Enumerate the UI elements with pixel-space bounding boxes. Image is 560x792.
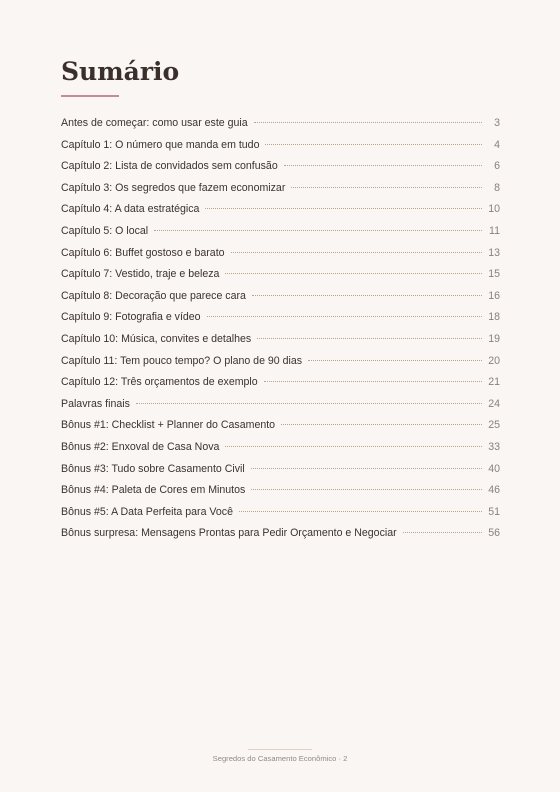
toc-entry-page-number: 51: [488, 505, 500, 518]
toc-entry-label: Capítulo 1: O número que manda em tudo: [61, 138, 260, 151]
toc-leader-dots: [239, 511, 482, 512]
toc-entry-label: Bônus #3: Tudo sobre Casamento Civil: [61, 462, 245, 475]
toc-entry[interactable]: [61, 333, 500, 355]
toc-entry-page-number: 56: [488, 527, 500, 540]
toc-entry[interactable]: [61, 225, 500, 247]
toc-entry-page-number: 24: [488, 397, 500, 410]
toc-entry[interactable]: [61, 527, 500, 549]
toc-entry-label: Capítulo 4: A data estratégica: [61, 203, 200, 216]
toc-entry-label: Capítulo 10: Música, convites e detalhes: [61, 332, 252, 345]
toc-entry-label: Capítulo 5: O local: [61, 224, 149, 237]
footer-divider: [248, 749, 312, 750]
toc-entry-label: Bônus #4: Paleta de Cores em Minutos: [61, 484, 246, 497]
toc-entry[interactable]: [61, 182, 500, 204]
page-footer: Segredos do Casamento Econômico · 2: [212, 754, 348, 763]
toc-leader-dots: [231, 252, 482, 253]
toc-entry-page-number: 40: [488, 462, 500, 475]
toc-leader-dots: [264, 381, 482, 382]
toc-leader-dots: [257, 338, 482, 339]
toc-leader-dots: [252, 295, 482, 296]
toc-entry-page-number: 20: [488, 354, 500, 367]
toc-entry[interactable]: [61, 203, 500, 225]
toc-leader-dots: [207, 316, 482, 317]
toc-entry-label: Capítulo 3: Os segredos que fazem economizar: [61, 181, 286, 194]
toc-entry-label: Capítulo 11: Tem pouco tempo? O plano de 90 dias: [61, 354, 303, 367]
toc-entry[interactable]: [61, 441, 500, 463]
toc-entry[interactable]: [61, 506, 500, 528]
toc-entry[interactable]: [61, 139, 500, 161]
toc-entry-page-number: 33: [488, 440, 500, 453]
title-underline: [61, 95, 119, 97]
toc-entry[interactable]: [61, 247, 500, 269]
toc-leader-dots: [281, 424, 482, 425]
toc-leader-dots: [254, 122, 482, 123]
toc-entry-page-number: 19: [488, 332, 500, 345]
toc-entry-page-number: 46: [488, 484, 500, 497]
toc-entry[interactable]: [61, 419, 500, 441]
toc-entry[interactable]: [61, 398, 500, 420]
toc-entry-page-number: 13: [488, 246, 500, 259]
toc-leader-dots: [251, 468, 482, 469]
toc-entry-page-number: 3: [494, 117, 500, 129]
toc-entry-label: Bônus #5: A Data Perfeita para Você: [61, 505, 233, 518]
toc-entry[interactable]: [61, 484, 500, 506]
toc-entry-page-number: 6: [494, 160, 500, 173]
page-title: Sumário: [61, 57, 180, 86]
toc-entry[interactable]: [61, 117, 500, 139]
toc-leader-dots: [154, 230, 482, 231]
toc-entry-label: Capítulo 12: Três orçamentos de exemplo: [61, 376, 258, 389]
toc-entry-page-number: 21: [488, 376, 500, 389]
toc-entry[interactable]: [61, 311, 500, 333]
toc-leader-dots: [308, 360, 482, 361]
toc-entry[interactable]: [61, 268, 500, 290]
toc-entry[interactable]: [61, 376, 500, 398]
toc-entry-label: Palavras finais: [61, 397, 130, 410]
toc-entry-page-number: 25: [488, 419, 500, 432]
toc-leader-dots: [403, 532, 482, 533]
toc-entry-page-number: 11: [489, 224, 500, 237]
toc-entry-label: Bônus surpresa: Mensagens Prontas para Pedir Orçamento e Negociar: [61, 527, 397, 540]
toc-entry-label: Capítulo 2: Lista de convidados sem confusão: [61, 160, 278, 173]
toc-entry-page-number: 10: [488, 203, 500, 216]
toc-entry-page-number: 8: [494, 181, 500, 194]
toc-leader-dots: [136, 403, 482, 404]
toc-entry-page-number: 18: [488, 311, 500, 324]
toc-leader-dots: [251, 489, 482, 490]
toc-leader-dots: [225, 446, 482, 447]
toc-entry-label: Antes de começar: como usar este guia: [61, 117, 248, 129]
toc-entry-page-number: 15: [488, 268, 500, 281]
toc-entry-label: Capítulo 6: Buffet gostoso e barato: [61, 246, 225, 259]
toc-leader-dots: [291, 187, 482, 188]
toc-entry[interactable]: [61, 355, 500, 377]
toc-entry-page-number: 4: [494, 138, 500, 151]
toc-leader-dots: [284, 165, 482, 166]
toc-entry[interactable]: [61, 290, 500, 312]
toc-entry-label: Capítulo 9: Fotografia e vídeo: [61, 311, 201, 324]
table-of-contents: [61, 117, 500, 549]
toc-leader-dots: [265, 144, 482, 145]
toc-entry-label: Bônus #2: Enxoval de Casa Nova: [61, 440, 220, 453]
toc-entry-label: Bônus #1: Checklist + Planner do Casamento: [61, 419, 276, 432]
toc-entry-label: Capítulo 8: Decoração que parece cara: [61, 289, 246, 302]
toc-entry-label: Capítulo 7: Vestido, traje e beleza: [61, 268, 220, 281]
toc-entry-page-number: 16: [488, 289, 500, 302]
toc-entry[interactable]: [61, 160, 500, 182]
toc-entry[interactable]: [61, 463, 500, 485]
toc-leader-dots: [205, 208, 482, 209]
toc-leader-dots: [225, 273, 482, 274]
